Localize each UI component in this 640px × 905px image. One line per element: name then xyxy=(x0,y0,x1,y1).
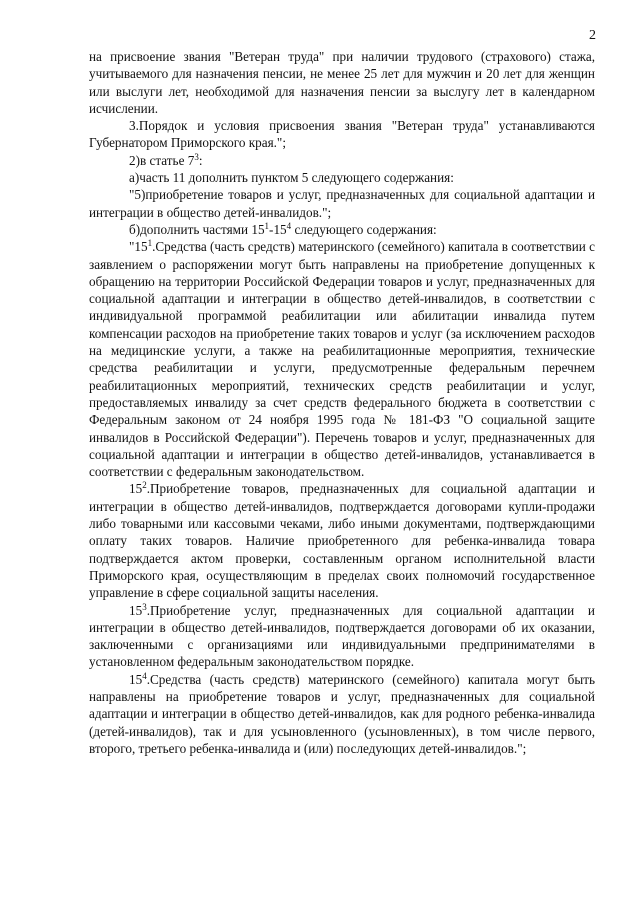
paragraph-text: б)дополнить частями 15 xyxy=(129,221,265,237)
paragraph-text: .Приобретение товаров, предназначенных для социальной адаптации и интеграции в общество детей-инвалидов, подтверждается договорами купли-продажи либо товарными или кассовыми чеками, либо иными документами, подтверждающими оплату таких товаров. Наличие приобретенного для ребенка-инвалида товара подтверждается актом проверки, составленным органом исполнительной власти Приморского края, осуществляющим в пределах своих полномочий государственное управление в сфере социальной защиты населения. xyxy=(89,481,595,601)
superscript: 4 xyxy=(142,670,147,681)
paragraph-text: 15 xyxy=(129,671,143,687)
paragraph xyxy=(89,221,595,238)
paragraph xyxy=(89,152,595,169)
document-body xyxy=(89,48,595,757)
paragraph-text: 15 xyxy=(129,602,143,618)
paragraph-text: : xyxy=(198,152,203,168)
paragraph-text: следующего содержания: xyxy=(291,221,437,237)
paragraph-text: 15 xyxy=(129,481,143,497)
superscript: 3 xyxy=(142,601,147,612)
paragraph xyxy=(89,602,595,671)
superscript: 2 xyxy=(142,480,147,491)
paragraph-text: а)часть 11 дополнить пунктом 5 следующего содержания: xyxy=(129,170,454,186)
paragraph-text: -15 xyxy=(269,221,287,237)
superscript: 3 xyxy=(194,151,199,162)
paragraph xyxy=(89,186,595,221)
page-number: 2 xyxy=(589,28,596,43)
paragraph xyxy=(89,48,595,117)
paragraph-text: .Средства (часть средств) материнского (семейного) капитала могут быть направлены на приобретение товаров и услуг, предназначенных для социальной адаптации и интеграции в общество детей-инвалидов, как для родного ребенка-инвалида (детей-инвалидов), так и для усыновленного (усыновленных), в том числе первого, второго, третьего ребенка-инвалида и (или) последующих детей-инвалидов."; xyxy=(89,671,595,756)
superscript: 4 xyxy=(286,220,292,231)
paragraph-text: .Средства (часть средств) материнского (семейного) капитала в соответствии с заявлением о распоряжении могут быть направлены на приобретение допущенных к обращению на территории Российской Федерации товаров и услуг, предназначенных для социальной адаптации и интеграции в общество детей-инвалидов, в соответствии с индивидуальной программой реабилитации или абилитации инвалида путем компенсации расходов на приобретение таких товаров и услуг (за исключением расходов на медицинские услуги, а также на реабилитационные мероприятия, технические средства реабилитации и услуги, предусмотренные федеральным перечнем реабилитационных мероприятий, технических средств реабилитации и услуг, предоставляемых инвалиду за счет средств федерального бюджета в соответствии с Федеральным законом от 24 ноября 1995 года № 181-ФЗ "О социальной защите инвалидов в Российской Федерации"). Перечень товаров и услуг, предназначенных для социальной адаптации и интеграции в общество детей-инвалидов, устанавливается в соответствии с федеральным законодательством. xyxy=(89,239,595,480)
paragraph xyxy=(89,671,595,757)
paragraph-text: .Приобретение услуг, предназначенных для социальной адаптации и интеграции в общество детей-инвалидов, подтверждается договорами об их оказании, заключенными с организациями или индивидуальными предпринимателями в установленном федеральным законодательством порядке. xyxy=(89,602,595,670)
paragraph xyxy=(89,169,595,186)
paragraph xyxy=(89,238,595,480)
superscript: 1 xyxy=(147,238,153,249)
paragraph xyxy=(89,480,595,601)
paragraph-text: "15 xyxy=(129,239,148,255)
paragraph xyxy=(89,117,595,152)
superscript: 1 xyxy=(264,220,270,231)
paragraph-text: "5)приобретение товаров и услуг, предназначенных для социальной адаптации и интеграции в общество детей-инвалидов."; xyxy=(89,187,595,220)
paragraph-text: на присвоение звания "Ветеран труда" при наличии трудового (страхового) стажа, учитываемого для назначения пенсии, не менее 25 лет для мужчин и 20 лет для женщин или выслуги лет, необходимой для назначения пенсии за выслугу лет в календарном исчислении. xyxy=(89,49,595,116)
paragraph-text: 3.Порядок и условия присвоения звания "Ветеран труда" устанавливаются Губернатором Приморского края."; xyxy=(89,118,595,151)
paragraph-text: 2)в статье 7 xyxy=(129,152,195,168)
